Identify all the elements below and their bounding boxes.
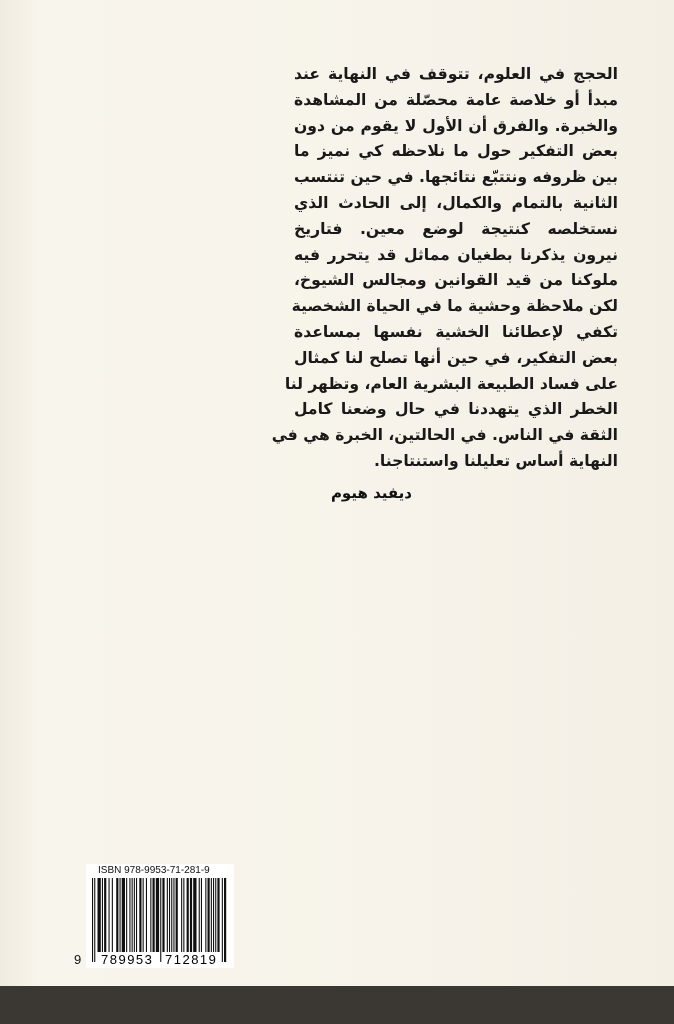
barcode-bar <box>126 878 127 952</box>
barcode-bar <box>112 878 113 952</box>
barcode-bar <box>116 878 118 952</box>
isbn-label: ISBN 978-9953-71-281-9 <box>98 865 210 876</box>
blurb-line: الثانية بالتمام والكمال، إلى الحادث الذي <box>294 193 618 212</box>
blurb-line: على فساد الطبيعة البشرية العام، وتظهر لنا <box>284 374 618 393</box>
barcode-bar <box>120 878 121 952</box>
blurb-line: الثقة في الناس. في الحالتين، الخبرة هي في <box>271 426 618 445</box>
barcode-bar <box>153 878 155 952</box>
barcode-bar <box>193 878 196 952</box>
blurb-text <box>271 62 618 475</box>
author-name: ديفيد هيوم <box>330 484 412 502</box>
blurb-line: ملوكنا من قيد القوانين ومجالس الشيوخ، <box>294 271 618 290</box>
blurb-line: تكفي لإعطائنا الخشية نفسها بمساعدة <box>294 322 618 341</box>
blurb-line: بين ظروفه ونتتبّع نتائجها. في حين تنتسب <box>294 168 618 187</box>
barcode-bar <box>183 878 184 952</box>
barcode-bar <box>122 878 125 952</box>
blurb-line: والخبرة. والفرق أن الأول لا يقوم من دون <box>294 116 618 135</box>
barcode-bar <box>104 878 106 952</box>
barcode-bar <box>98 878 101 952</box>
barcode-bar <box>139 878 141 952</box>
barcode-bar <box>224 878 226 962</box>
barcode-bar <box>94 878 95 962</box>
barcode-bar <box>187 878 189 952</box>
blurb-line: النهاية أساس تعليلنا واستنتاجنا. <box>373 451 618 470</box>
barcode-digits-left: 789953 <box>101 952 154 967</box>
barcode-bar <box>217 878 219 952</box>
barcode-bar <box>208 878 210 952</box>
blurb-line: بعض التفكير حول ما نلاحظه كي نميز ما <box>294 142 618 161</box>
barcode-bar <box>134 878 135 952</box>
barcode-bar <box>109 878 110 952</box>
barcode-bar <box>167 878 168 952</box>
barcode-icon <box>90 878 228 962</box>
barcode-bar <box>222 878 223 962</box>
barcode-bar <box>162 878 164 952</box>
barcode-bar <box>173 878 174 952</box>
barcode-bar <box>171 878 172 952</box>
barcode-bar <box>190 878 192 952</box>
barcode-bar <box>215 878 216 952</box>
barcode-digits-right: 712819 <box>165 952 218 967</box>
barcode-bar <box>201 878 202 952</box>
barcode-bar <box>156 878 159 952</box>
barcode-bar <box>136 878 137 952</box>
barcode-bar <box>129 878 130 952</box>
barcode-bar <box>92 878 93 962</box>
barcode-bar <box>160 878 161 962</box>
barcode-bar <box>181 878 182 952</box>
blurb-line: الحجج في العلوم، تتوقف في النهاية عند <box>294 65 618 83</box>
blurb-line: بعض التفكير، في حين أنها تصلح لنا كمثال <box>294 348 618 367</box>
blurb-line: مبدأ أو خلاصة عامة محصّلة من المشاهدة <box>294 90 618 109</box>
barcode-bar <box>102 878 103 952</box>
barcode-bar <box>205 878 206 952</box>
blurb-line: نيرون يذكرنا بطغيان مماثل قد يتحرر فيه <box>294 245 618 264</box>
barcode-digit-first: 9 <box>74 952 82 967</box>
blurb-line: لكن ملاحظة وحشية ما في الحياة الشخصية <box>291 297 618 316</box>
barcode-bar <box>143 878 144 952</box>
barcode-bar <box>146 878 147 952</box>
barcode-bar <box>213 878 214 952</box>
barcode-bar <box>132 878 133 952</box>
barcode-bar <box>199 878 200 952</box>
barcode-bar <box>211 878 212 952</box>
blurb-line: الخطر الذي يتهددنا في حال وضعنا كامل <box>294 400 618 419</box>
barcode-bar <box>150 878 151 952</box>
barcode-bar <box>169 878 170 952</box>
bottom-band <box>0 986 674 1024</box>
blurb-line: نستخلصه كنتيجة لوضع معين. فتاريخ <box>294 219 618 238</box>
barcode-bar <box>176 878 178 952</box>
